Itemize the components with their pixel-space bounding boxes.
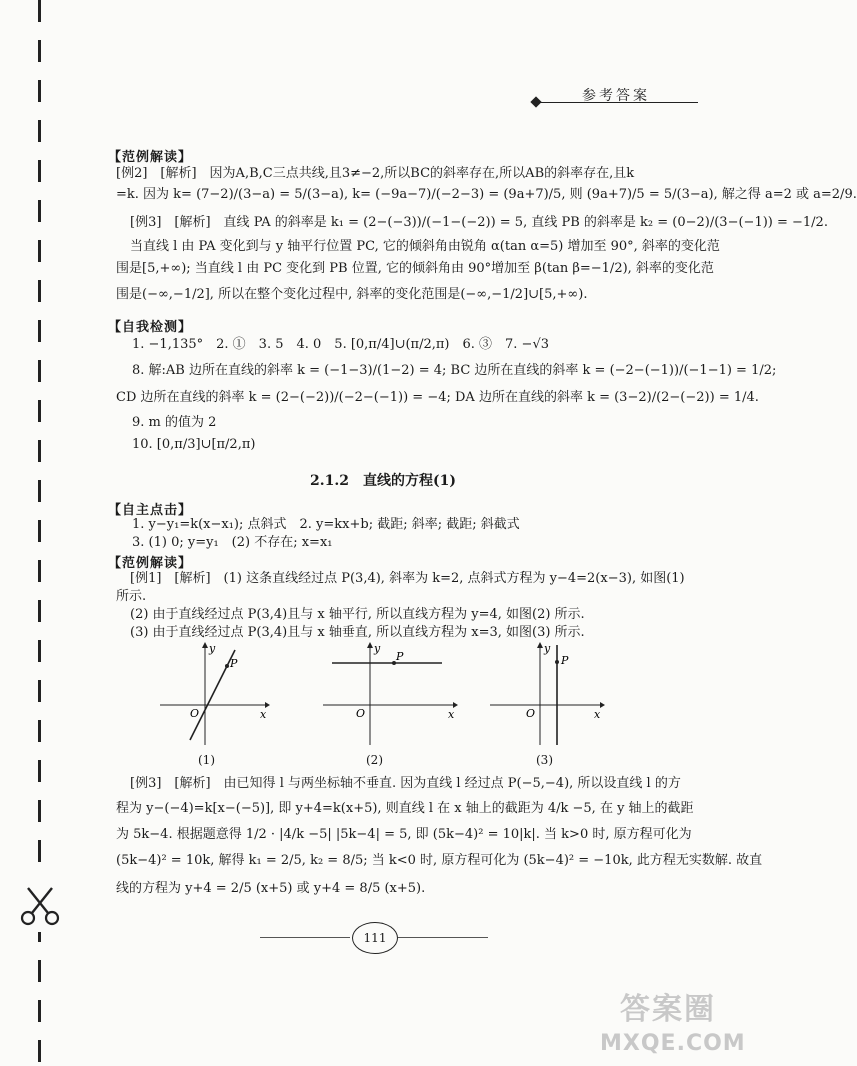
graph-2-origin: O xyxy=(356,707,366,720)
graph-3-origin: O xyxy=(526,707,536,720)
watermark xyxy=(600,990,750,1066)
graph-1 xyxy=(150,640,270,750)
subsection-title: 2.1.2 直线的方程(1) xyxy=(310,473,456,489)
graph-1-x-label: x xyxy=(260,708,267,721)
page-number: 111 xyxy=(352,922,398,954)
graph-1-origin: O xyxy=(190,707,200,720)
text-line: (2) 由于直线经过点 P(3,4)且与 x 轴平行, 所以直线方程为 y=4, 如图(2) 所示. xyxy=(130,607,585,622)
text-line: 9. m 的值为 2 xyxy=(132,415,217,430)
watermark-url: MXQE.COM xyxy=(600,1031,746,1056)
scissors-icon xyxy=(14,880,66,932)
section-heading: 【自我检测】 xyxy=(108,320,193,335)
text-line: [例3] [解析] 由已知得 l 与两坐标轴不垂直. 因为直线 l 经过点 P(−5,−4), 所以设直线 l 的方 xyxy=(130,776,681,791)
text-line: (5k−4)² = 10k, 解得 k₁ = 2/5, k₂ = 8/5; 当 k<0 时, 原方程可化为 (5k−4)² = −10k, 此方程无实数解. 故直 xyxy=(116,853,763,868)
graph-2-y-label: y xyxy=(374,642,381,655)
text-line: 1. −1,135° 2. ① 3. 5 4. 0 5. [0,π/4]∪(π/2,π) 6. ③ 7. −√3 xyxy=(132,337,549,352)
graph-1-y-label: y xyxy=(209,642,216,655)
text-line: =k. 因为 k= (7−2)/(3−a) = 5/(3−a), k= (−9a−7)/(−2−3) = (9a+7)/5, 则 (9a+7)/5 = 5/(3−a), 解之得 a=2 或 a=2/9. xyxy=(116,187,857,202)
text-line: [例3] [解析] 直线 PA 的斜率是 k₁ = (2−(−3))/(−1−(−2)) = 5, 直线 PB 的斜率是 k₂ = (0−2)/(3−(−1)) = −1/2. xyxy=(130,215,828,230)
graph-caption: (1) xyxy=(198,753,215,767)
text-line: 围是[5,+∞); 当直线 l 由 PC 变化到 PB 位置, 它的倾斜角由 90°增加至 β(tan β=−1/2), 斜率的变化范 xyxy=(116,261,714,276)
graph-3-point: P xyxy=(561,654,569,667)
page-number-rule xyxy=(260,937,350,938)
text-line: [例2] [解析] 因为A,B,C三点共线,且3≠−2,所以BC的斜率存在,所以AB的斜率存在,且k xyxy=(116,166,635,181)
page-number-rule xyxy=(398,937,488,938)
text-line: 程为 y−(−4)=k[x−(−5)], 即 y+4=k(x+5), 则直线 l 在 x 轴上的截距为 4/k −5, 在 y 轴上的截距 xyxy=(116,801,694,816)
graph-2-point: P xyxy=(396,650,404,663)
text-line: 3. (1) 0; y=y₁ (2) 不存在; x=x₁ xyxy=(132,535,333,550)
watermark-logo-text: 答案圈 xyxy=(620,992,716,1027)
graph-1-point: P xyxy=(230,657,238,670)
graph-3-x-label: x xyxy=(594,708,601,721)
graph-3 xyxy=(488,640,608,750)
text-line: [例1] [解析] (1) 这条直线经过点 P(3,4), 斜率为 k=2, 点斜式方程为 y−4=2(x−3), 如图(1) xyxy=(130,571,685,586)
text-line: (3) 由于直线经过点 P(3,4)且与 x 轴垂直, 所以直线方程为 x=3, 如图(3) 所示. xyxy=(130,625,585,640)
text-line: CD 边所在直线的斜率 k = (2−(−2))/(−2−(−1)) = −4; DA 边所在直线的斜率 k = (3−2)/(2−(−2)) = 1/4. xyxy=(116,390,759,405)
text-line: 10. [0,π/3]∪[π/2,π) xyxy=(132,437,256,452)
text-line: 为 5k−4. 根据题意得 1/2 · |4/k −5| |5k−4| = 5, 即 (5k−4)² = 10|k|. 当 k>0 时, 原方程可化为 xyxy=(116,827,692,842)
graph-2-x-label: x xyxy=(448,708,455,721)
text-line: 当直线 l 由 PA 变化到与 y 轴平行位置 PC, 它的倾斜角由锐角 α(tan α=5) 增加至 90°, 斜率的变化范 xyxy=(130,239,720,254)
graph-caption: (3) xyxy=(536,753,553,767)
graph-caption: (2) xyxy=(366,753,383,767)
text-line: 所示. xyxy=(116,589,147,604)
section-heading: 【自主点击】 xyxy=(108,503,193,518)
text-line: 8. 解:AB 边所在直线的斜率 k = (−1−3)/(1−2) = 4; BC 边所在直线的斜率 k = (−2−(−1))/(−1−1) = 1/2; xyxy=(132,363,777,378)
text-line: 1. y−y₁=k(x−x₁); 点斜式 2. y=kx+b; 截距; 斜率; 截距; 斜截式 xyxy=(132,517,520,532)
graph-3-y-label: y xyxy=(544,642,551,655)
text-line: 围是(−∞,−1/2], 所以在整个变化过程中, 斜率的变化范围是(−∞,−1/2]∪[5,+∞). xyxy=(116,287,588,302)
graph-2 xyxy=(318,640,458,750)
text-line: 线的方程为 y+4 = 2/5 (x+5) 或 y+4 = 8/5 (x+5). xyxy=(116,881,426,896)
header-label: 参考答案 xyxy=(582,88,650,104)
section-heading: 【范例解读】 xyxy=(108,150,193,165)
section-heading: 【范例解读】 xyxy=(108,556,193,571)
